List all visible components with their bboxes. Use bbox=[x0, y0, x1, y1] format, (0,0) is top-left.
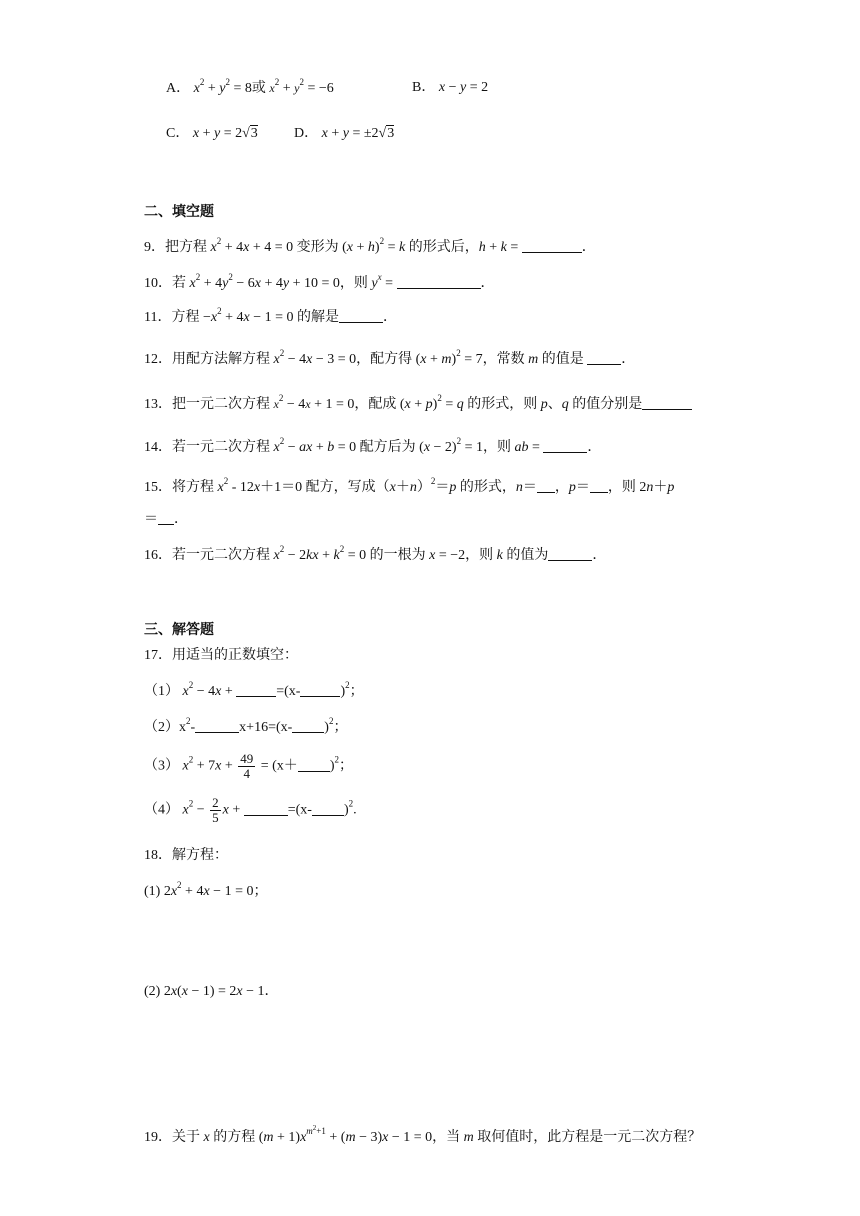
question-16: 16．若一元二次方程 $x^2 - 2kx + k^2 = 0$ 的一根为 x = −2，则 k 的值为 ． bbox=[144, 544, 607, 563]
option-d bbox=[294, 124, 394, 144]
option-b bbox=[412, 78, 488, 98]
question-18-1: (1) $2x^2 + 4x - 1 = 0$； bbox=[144, 880, 268, 899]
question-18-2: (2) 2x(x − 1) = 2x − 1． bbox=[144, 984, 279, 999]
question-19: 19．关于 x 的方程 $(m + 1)x^{m^2+1} + (m - 3)x - 1 = 0$，当 m 取何值时，此方程是一元二次方程？ bbox=[144, 1124, 702, 1145]
section2-heading: 二、填空题 bbox=[144, 204, 214, 220]
option-c-expression: x + y = 2√3 bbox=[192, 126, 258, 141]
option-c bbox=[166, 124, 258, 144]
question-17-2: $(2)x^2-$ x+16=(x- )$^2$； bbox=[144, 716, 348, 735]
section3-heading: 三、解答题 bbox=[144, 622, 214, 638]
question-17-3: （3） $x^2 + 7x$ + $\frac{49}{4}$ = $(x+ )^2$； bbox=[144, 751, 353, 781]
question-11: 11．方程 $-x^2 + 4x - 1 = 0$ 的解是 ． bbox=[144, 306, 398, 325]
question-12: 12．用配方法解方程 $x^2 - 4x - 3 = 0$，配方得 $(x + m)^2 = 7$，常数 m 的值是 ． bbox=[144, 348, 636, 367]
option-a bbox=[166, 78, 334, 99]
question-14: 14．若一元二次方程 $x^2$ − ax + b = 0 配方后为 $(x - 2)^2 = 1$，则 ab = ． bbox=[144, 436, 602, 455]
question-15-line2: ＝ ． bbox=[144, 512, 188, 527]
question-17-4: （4） $x^2$ − $\frac{2}{5}$ x + =(x- )$^2$. bbox=[144, 795, 357, 825]
fraction-2-5: $\frac{2}{5}$ bbox=[212, 795, 219, 825]
question-15-line1: 15．将方程 $x^2 - 12x+1=0$ 配方，写成$(x+n)^2=p$ 的形式，n＝ ，p＝ ，则 2n＋p bbox=[144, 476, 675, 495]
question-17-1: （1） $x^2 - 4x + =(x-$ )$^2$； bbox=[144, 680, 364, 699]
fraction-49-4: $\frac{49}{4}$ bbox=[240, 751, 254, 781]
option-b-label: B． bbox=[412, 80, 436, 95]
option-a-label: A． bbox=[166, 81, 191, 96]
question-13: 13．把一元二次方程 $x^2 - 4x + 1 = 0$，配成 $(x + p)^2 = q$ 的形式，则 p、q 的值分别是 bbox=[144, 394, 692, 415]
option-d-expression: x + y = ±2√3 bbox=[321, 126, 395, 141]
question-10: 10．若 $x^2 + 4y^2 - 6x + 4y + 10 = 0$，则 $y^x$ = ． bbox=[144, 272, 495, 291]
question-18: 18．解方程： bbox=[144, 848, 228, 863]
question-9: 9．把方程 $x^2 + 4x + 4 = 0$ 变形为 $(x + h)^2 = k$ 的形式后，h + k = ． bbox=[144, 236, 596, 255]
option-d-label: D． bbox=[294, 126, 319, 141]
option-a-expression: $x^2 + y^2 = 8$或 $x^2 + y^2 = -6$ bbox=[193, 77, 334, 96]
option-b-expression: x − y = 2 bbox=[438, 80, 489, 95]
option-c-label: C． bbox=[166, 126, 190, 141]
question-17: 17．用适当的正数填空： bbox=[144, 648, 298, 663]
